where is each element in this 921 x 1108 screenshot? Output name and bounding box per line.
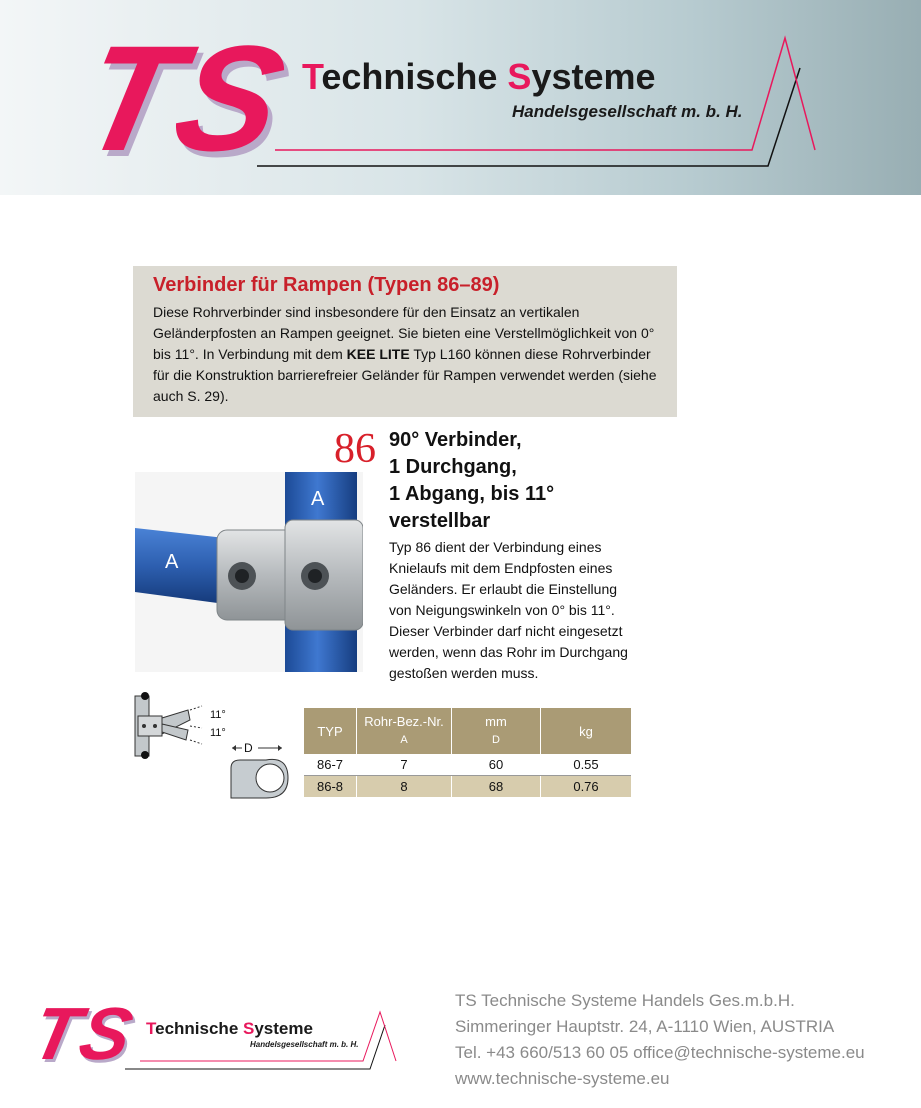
product-photo: [135, 472, 363, 672]
table-header-row: [304, 708, 631, 754]
footer-company: TS Technische Systeme Handels Ges.m.b.H.: [455, 991, 795, 1010]
intro-text: Diese Rohrverbinder sind insbesondere für den Einsatz an vertikalen Geländerpfosten an Rampen geeignet. Sie bieten eine Verstellmöglichkeit von 0° bis 11°. In Verbindung mit dem KEE LITE Typ L160 können diese Rohrverbinder für die Konstruktion barrierefreier Geländer für Rampen verwendet werden (siehe auch S. 29).: [153, 304, 657, 404]
footer-ts-logo: TS: [25, 992, 142, 1075]
footer-contact: [455, 988, 865, 1092]
angle-label-lower: 11°: [210, 727, 226, 739]
product-number: 86: [334, 426, 376, 472]
table-row: 86-8 8 68 0.76: [304, 776, 631, 798]
angle-diagram: [130, 688, 240, 763]
ts-logo: TS: [68, 14, 300, 182]
angle-label-upper: 11°: [210, 709, 226, 721]
footer-logo: [25, 992, 410, 1075]
col-typ: TYP: [304, 708, 357, 754]
page-header: [0, 0, 921, 195]
photo-label-a-top: A: [311, 488, 325, 510]
product-description: Typ 86 dient der Verbindung eines Knielaufs mit dem Endpfosten eines Geländers. Er erlaubt die Einstellung von Neigungswinkeln von 0° bis 11°. Dieser Verbinder darf nicht eingesetzt werden, wenn das Rohr im Durchgang gestoßen werden muss.: [389, 539, 628, 681]
footer-website-link[interactable]: www.technische-systeme.eu: [455, 1069, 670, 1088]
footer-address: Simmeringer Hauptstr. 24, A-1110 Wien, AUSTRIA: [455, 1017, 835, 1036]
col-kg: kg: [541, 708, 632, 754]
photo-label-a-left: A: [165, 551, 179, 573]
diameter-diagram: [226, 740, 301, 802]
spec-table: [304, 708, 631, 797]
product-title: 90° Verbinder, 1 Durchgang, 1 Abgang, bis 11° verstellbar: [389, 429, 555, 532]
footer-brand-title: Technische Systeme: [146, 1019, 313, 1038]
footer-brand-subtitle: Handelsgesellschaft m. b. H.: [250, 1040, 359, 1049]
table-row: 86-7 7 60 0.55: [304, 754, 631, 776]
intro-box: [133, 266, 677, 417]
section-heading: Verbinder für Rampen (Typen 86–89): [153, 274, 500, 296]
brand-title: Technische Systeme: [302, 56, 656, 97]
brand-subtitle: Handelsgesellschaft m. b. H.: [512, 102, 743, 121]
col-mm: mm D: [452, 708, 541, 754]
footer-phone-email[interactable]: Tel. +43 660/513 60 05 office@technische-systeme.eu: [455, 1043, 865, 1062]
col-rohr: Rohr-Bez.-Nr. A: [357, 708, 452, 754]
header-swoosh: [0, 0, 921, 195]
diameter-label: D: [244, 741, 253, 755]
footer-swoosh: [30, 995, 410, 1075]
